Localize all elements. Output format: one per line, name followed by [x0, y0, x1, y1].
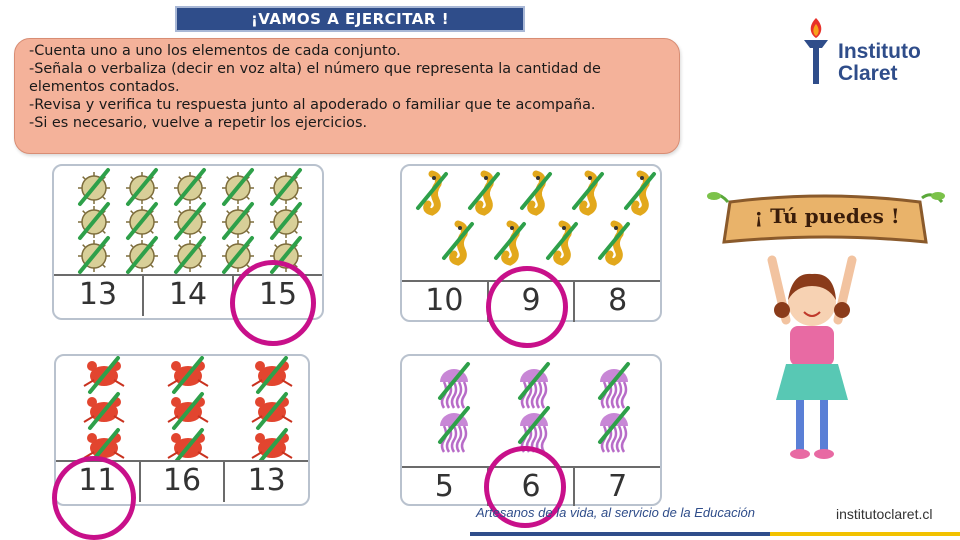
- page-title: ¡VAMOS A EJERCITAR !: [175, 6, 525, 32]
- answer-circle: [230, 260, 316, 346]
- banner-text: ¡ Tú puedes !: [754, 204, 900, 228]
- check-mark: [522, 174, 550, 208]
- institute-logo: [796, 14, 946, 90]
- logo-line-2: Claret: [838, 62, 898, 85]
- seahorse-item: [600, 224, 628, 262]
- logo-line-1: Instituto: [838, 40, 921, 63]
- check-mark: [444, 224, 472, 258]
- answer-option[interactable]: 15: [258, 277, 298, 312]
- check-mark: [496, 224, 524, 258]
- jellyfish-item: [600, 408, 628, 452]
- instruction-line: -Señala o verbaliza (decir en voz alta) el número que representa la cantidad de: [29, 61, 601, 77]
- crab-item: [252, 430, 292, 460]
- answer-option[interactable]: 13: [54, 276, 144, 316]
- pufferfish-item: [126, 238, 158, 272]
- footer-stripe: [470, 526, 960, 540]
- footer-url[interactable]: institutoclaret.cl: [836, 506, 933, 522]
- answer-option[interactable]: 16: [141, 462, 226, 502]
- pufferfish-item: [174, 204, 206, 238]
- instruction-line: -Revisa y verifica tu respuesta junto al apoderado o familiar que te acompaña.: [29, 97, 596, 113]
- instruction-line: -Si es necesario, vuelve a repetir los ejercicios.: [29, 115, 368, 131]
- answer-circle: [486, 266, 568, 348]
- check-mark: [626, 174, 654, 208]
- answer-option[interactable]: 8: [608, 283, 628, 318]
- item-grid: [56, 356, 308, 460]
- answer-option[interactable]: 14: [144, 276, 234, 316]
- answer-option[interactable]: 5: [402, 468, 489, 506]
- jellyfish-item: [600, 364, 628, 408]
- check-mark: [418, 174, 446, 208]
- seahorse-item: [496, 224, 524, 262]
- crab-item: [84, 358, 124, 392]
- answer-option[interactable]: 7: [608, 469, 628, 504]
- seahorse-item: [444, 224, 472, 262]
- jellyfish-item: [440, 364, 468, 408]
- answer-option[interactable]: 6: [489, 468, 576, 506]
- seahorse-item: [522, 174, 550, 212]
- jellyfish-item: [440, 408, 468, 452]
- crab-item: [168, 358, 208, 392]
- pufferfish-item: [270, 204, 302, 238]
- seahorse-item: [574, 174, 602, 212]
- pufferfish-item: [78, 238, 110, 272]
- check-mark: [548, 224, 576, 258]
- check-mark: [574, 174, 602, 208]
- pufferfish-item: [222, 170, 254, 204]
- seahorse-item: [548, 224, 576, 262]
- crab-item: [168, 430, 208, 460]
- pufferfish-item: [126, 204, 158, 238]
- answer-circle: [52, 456, 136, 540]
- answer-option[interactable]: 10: [402, 282, 489, 322]
- instruction-line: -Cuenta uno a uno los elementos de cada conjunto.: [29, 43, 401, 59]
- pufferfish-item: [174, 170, 206, 204]
- seahorse-item: [470, 174, 498, 212]
- pufferfish-item: [126, 170, 158, 204]
- pufferfish-item: [78, 204, 110, 238]
- instruction-line: elementos contados.: [29, 79, 180, 95]
- girl-illustration: [752, 250, 872, 470]
- item-grid: [402, 166, 660, 282]
- pufferfish-item: [270, 170, 302, 204]
- seahorse-item: [418, 174, 446, 212]
- crab-item: [252, 358, 292, 392]
- pufferfish-item: [222, 204, 254, 238]
- answer-option[interactable]: 9: [489, 282, 576, 322]
- crab-item: [168, 394, 208, 428]
- pufferfish-item: [78, 170, 110, 204]
- torch-icon: [796, 14, 836, 90]
- pufferfish-item: [174, 238, 206, 272]
- crab-item: [252, 394, 292, 428]
- jellyfish-item: [520, 364, 548, 408]
- seahorse-item: [626, 174, 654, 212]
- check-mark: [600, 224, 628, 258]
- check-mark: [470, 174, 498, 208]
- answer-option[interactable]: 11: [56, 462, 141, 502]
- instructions-box: [14, 38, 680, 154]
- footer-motto: Artesanos de la vida, al servicio de la Educación: [476, 505, 755, 520]
- answer-option[interactable]: 13: [247, 463, 286, 498]
- crab-item: [84, 394, 124, 428]
